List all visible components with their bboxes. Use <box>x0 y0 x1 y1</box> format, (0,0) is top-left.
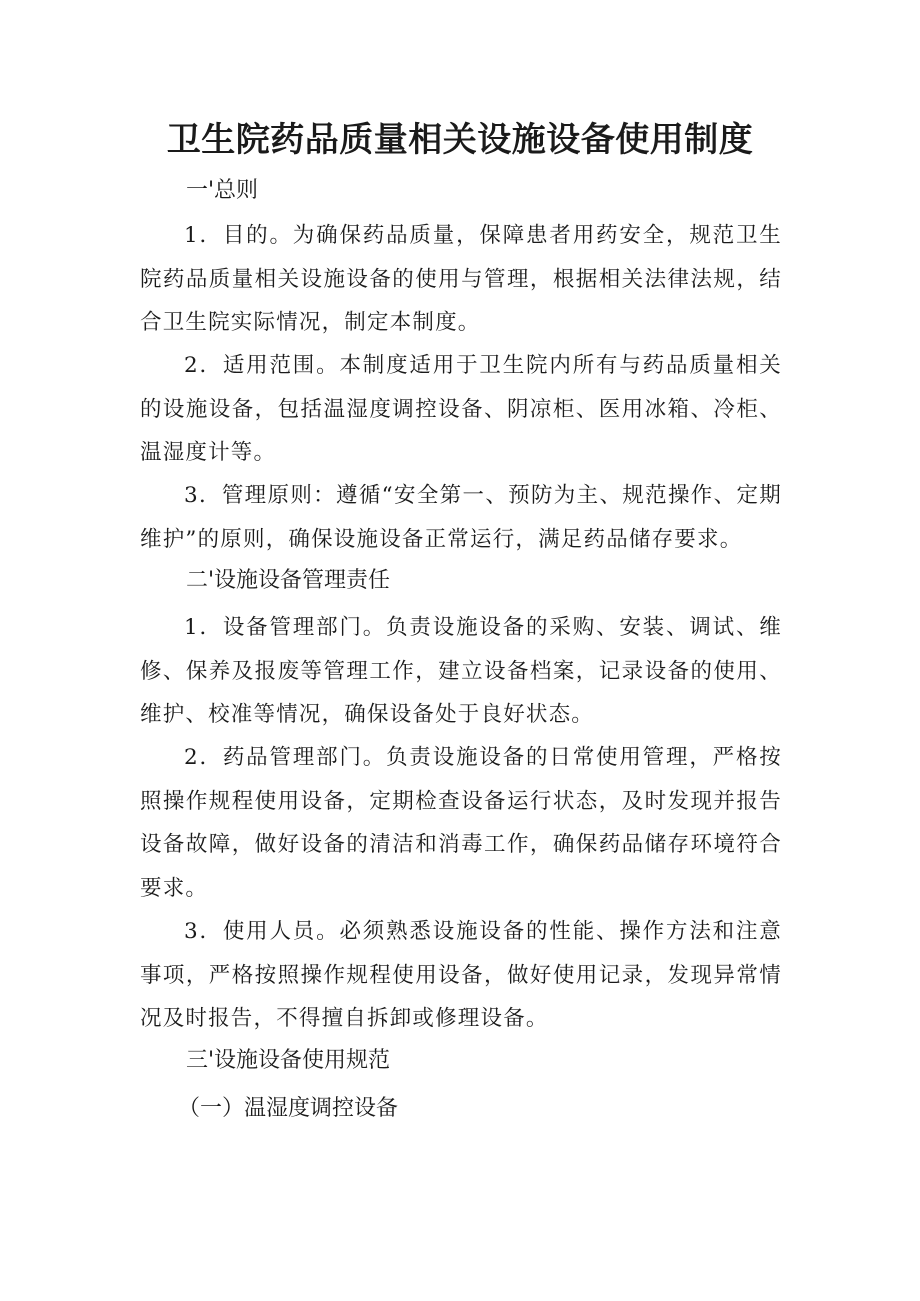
paragraph-users: 3．使用人员。必须熟悉设施设备的性能、操作方法和注意事项，严格按照操作规程使用设备，做好使用记录，发现异常情况及时报告，不得擅自拆卸或修理设备。 <box>140 919 782 1031</box>
paragraph-equipment-dept: 1．设备管理部门。负责设施设备的采购、安装、调试、维修、保养及报废等管理工作，建立设备档案，记录设备的使用、维护、校准等情况，确保设备处于良好状态。 <box>140 615 782 727</box>
paragraph-principles: 3．管理原则：遵循“安全第一、预防为主、规范操作、定期维护”的原则，确保设施设备正常运行，满足药品储存要求。 <box>140 483 782 552</box>
subsection-heading-climate-control: （一）温湿度调控设备 <box>178 1096 399 1121</box>
paragraph-pharmacy-dept: 2．药品管理部门。负责设施设备的日常使用管理，严格按照操作规程使用设备，定期检查设备运行状态，及时发现并报告设备故障，做好设备的清洁和消毒工作，确保药品储存环境符合要求。 <box>140 745 782 901</box>
document-title: 卫生院药品质量相关设施设备使用制度 <box>166 120 754 160</box>
section-heading-responsibility: 二'设施设备管理责任 <box>186 568 391 593</box>
paragraph-scope: 2．适用范围。本制度适用于卫生院内所有与药品质量相关的设施设备，包括温湿度调控设备、阴凉柜、医用冰箱、冷柜、温湿度计等。 <box>140 353 782 465</box>
section-heading-usage: 三'设施设备使用规范 <box>186 1048 391 1073</box>
section-heading-general: 一'总则 <box>186 178 259 203</box>
paragraph-purpose: 1．目的。为确保药品质量，保障患者用药安全，规范卫生院药品质量相关设施设备的使用与管理，根据相关法律法规，结合卫生院实际情况，制定本制度。 <box>140 223 782 335</box>
